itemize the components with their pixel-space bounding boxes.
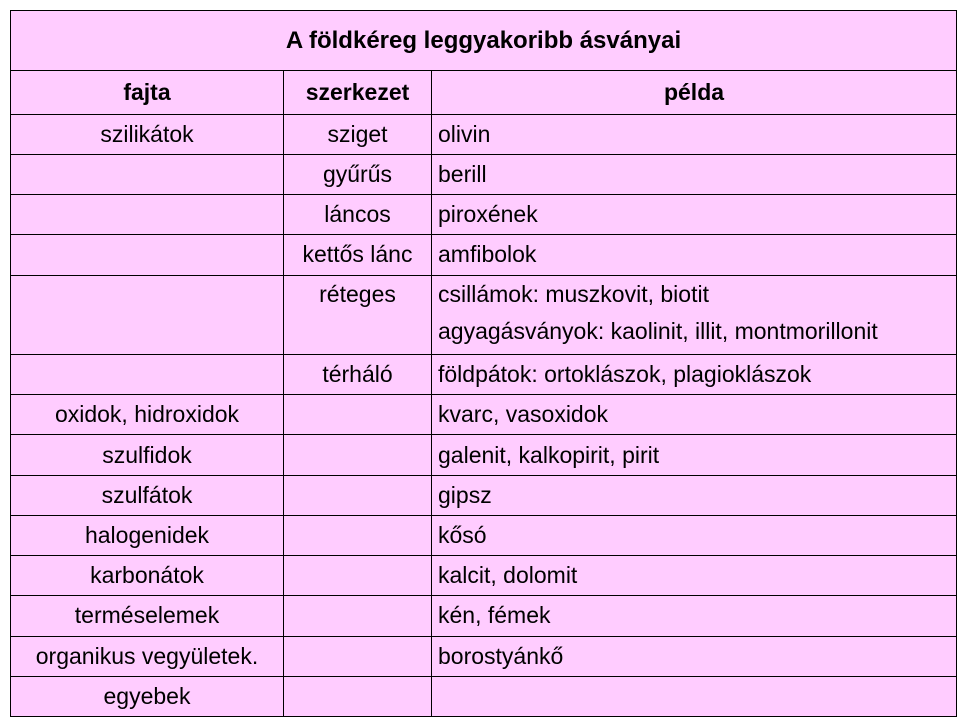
- example-cell: kvarc, vasoxidok: [432, 395, 957, 435]
- example-line-2: agyagásványok: kaolinit, illit, montmorillonit: [438, 317, 878, 344]
- structure-cell: [284, 395, 432, 435]
- type-cell: halogenidek: [11, 515, 284, 555]
- table-row: [11, 195, 957, 235]
- table-row: [11, 275, 957, 354]
- type-cell: [11, 354, 284, 394]
- table-row: [11, 114, 957, 154]
- structure-cell: térháló: [284, 354, 432, 394]
- table-row: [11, 395, 957, 435]
- type-cell: terméselemek: [11, 596, 284, 636]
- type-cell: [11, 235, 284, 275]
- structure-cell: [284, 435, 432, 475]
- structure-cell: sziget: [284, 114, 432, 154]
- type-cell: [11, 195, 284, 235]
- example-cell: kalcit, dolomit: [432, 556, 957, 596]
- example-cell: gipsz: [432, 475, 957, 515]
- type-cell: szulfátok: [11, 475, 284, 515]
- type-cell: egyebek: [11, 676, 284, 716]
- header-type: fajta: [11, 71, 284, 114]
- example-cell: amfibolok: [432, 235, 957, 275]
- structure-cell: kettős lánc: [284, 235, 432, 275]
- header-structure: szerkezet: [284, 71, 432, 114]
- example-line-1: csillámok: muszkovit, biotit: [438, 280, 709, 307]
- type-cell: szulfidok: [11, 435, 284, 475]
- example-cell: borostyánkő: [432, 636, 957, 676]
- example-cell: olivin: [432, 114, 957, 154]
- example-cell: kén, fémek: [432, 596, 957, 636]
- structure-cell: gyűrűs: [284, 154, 432, 194]
- table-row: [11, 154, 957, 194]
- structure-cell: [284, 676, 432, 716]
- table-row: [11, 435, 957, 475]
- example-cell: kősó: [432, 515, 957, 555]
- type-cell: [11, 275, 284, 354]
- type-cell: oxidok, hidroxidok: [11, 395, 284, 435]
- table-title: A földkéreg leggyakoribb ásványai: [11, 11, 957, 71]
- structure-cell: [284, 596, 432, 636]
- structure-cell: láncos: [284, 195, 432, 235]
- structure-cell: [284, 475, 432, 515]
- table-row: [11, 676, 957, 716]
- example-cell: [432, 275, 957, 354]
- table-row: [11, 596, 957, 636]
- type-cell: [11, 154, 284, 194]
- table-row: [11, 515, 957, 555]
- table-row: [11, 235, 957, 275]
- example-cell: piroxének: [432, 195, 957, 235]
- table-row: [11, 556, 957, 596]
- header-example: példa: [432, 71, 957, 114]
- structure-cell: [284, 556, 432, 596]
- header-row: [11, 71, 957, 114]
- type-cell: karbonátok: [11, 556, 284, 596]
- example-cell: galenit, kalkopirit, pirit: [432, 435, 957, 475]
- table-row: [11, 475, 957, 515]
- type-cell: organikus vegyületek.: [11, 636, 284, 676]
- structure-text: réteges: [319, 280, 396, 307]
- table-row: [11, 354, 957, 394]
- example-cell: berill: [432, 154, 957, 194]
- structure-cell: [284, 275, 432, 354]
- example-cell: [432, 676, 957, 716]
- structure-cell: [284, 636, 432, 676]
- table-row: [11, 636, 957, 676]
- type-cell: szilikátok: [11, 114, 284, 154]
- structure-cell: [284, 515, 432, 555]
- minerals-table: [10, 10, 957, 717]
- example-cell: földpátok: ortoklászok, plagioklászok: [432, 354, 957, 394]
